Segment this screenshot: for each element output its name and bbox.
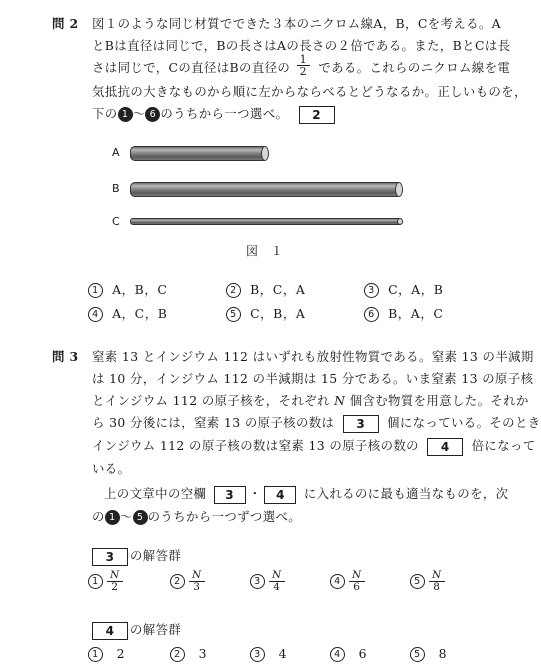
q2-option-5-text: C，B，A [250,306,306,321]
q3-group4-option-1-text: 2 [116,646,126,661]
q3-text-line-4 [92,413,541,433]
q3-answer-box-3[interactable]: 3 [343,415,379,433]
q3-group3-option-5-frac [429,570,445,593]
q2-text-line-5 [92,104,335,124]
q3-instruction-dot: ・ [248,486,262,501]
q3-group4-option-5-text: 8 [438,646,448,661]
q3-group3-heading [92,546,181,566]
q3-group4-option-2-text: 3 [198,646,208,661]
q3-text-line-3b: 個含む物質を用意した。それか [349,393,529,408]
q2-text-line-3b: である。これらのニクロム線を電 [318,60,511,75]
q3-group3-option-4-denom: 6 [353,581,361,593]
q3-group4-option-3-text: 4 [278,646,288,661]
q3-group3-option-2-numer: N [189,570,205,582]
q3-range-tilde: 〜 [119,509,133,524]
q3-range-start-marker: 1 [105,510,120,525]
q2-option-6-text: B，A，C [388,306,444,321]
q2-option-1-text: A，B，C [112,282,168,297]
q3-text-line-5a: インジウム 112 の原子核の数は窒素 13 の原子核の数の [92,438,419,453]
q2-option-2-marker: 2 [226,283,241,298]
q3-group3-option-1-numer: N [107,570,123,582]
q3-group3-option-3[interactable] [250,570,289,593]
q2-option-5-marker: 5 [226,307,241,322]
q3-group3-option-5-numer: N [429,570,445,582]
q2-option-6[interactable] [364,304,443,322]
q3-group4-heading [92,620,181,640]
q2-fraction-numerator: 1 [297,54,310,66]
q3-group3-option-4-frac [349,570,365,593]
q3-group3-option-4[interactable] [330,570,369,593]
q3-text-line-3a: とインジウム 112 の原子核を，それぞれ [92,393,330,408]
q2-fraction [297,54,310,77]
q2-label: 問 2 [52,16,79,31]
wire-b-end [395,182,403,197]
q3-answer-box-4[interactable]: 4 [427,438,463,456]
q3-text-line-5b: 倍になって [471,438,536,453]
q3-group3-title: の解答群 [130,548,182,563]
q2-text-line-1: 図１のような同じ材質でできた３本のニクロム線A，B，Cを考える。A [92,16,502,31]
q2-range-end-marker: 6 [145,107,160,122]
q3-instruction-2a: の [92,509,105,524]
q3-group3-option-3-marker: 3 [250,574,265,589]
q2-option-3-text: C，A，B [388,282,444,297]
q2-option-1-marker: 1 [88,283,103,298]
q3-group4-option-2-marker: 2 [170,647,185,662]
q2-answer-box[interactable]: 2 [299,106,335,124]
wire-b [130,182,402,197]
q2-option-6-marker: 6 [364,307,379,322]
q2-text-line-5b: のうちから一つ選べ。 [160,106,289,121]
q3-label: 問 3 [52,349,79,364]
q2-option-1[interactable] [88,280,167,298]
q2-option-5[interactable] [226,304,305,322]
q2-text-line-3 [92,53,511,78]
wire-a [130,146,268,161]
q3-text-line-6: いる。 [92,461,131,476]
wire-a-end [261,146,269,161]
q3-group3-option-3-denom: 4 [273,581,281,593]
q2-range-start-marker: 1 [118,107,133,122]
q2-text-line-2: とBは直径は同じで，Bの長さはAの長さの２倍である。また，BとCは長 [92,38,511,53]
q2-text-line-4: 気抵抗の大きなものから順に左からならべるとどうなるか。正しいものを， [92,84,527,99]
q3-group3-option-2-marker: 2 [170,574,185,589]
q3-group3-option-3-numer: N [269,570,285,582]
q3-text-line-3 [92,391,529,409]
q3-range-end-marker: 5 [133,510,148,525]
q3-text-line-5 [92,436,536,456]
figure-caption: 図 １ [246,244,284,258]
q3-instruction-line-2 [92,507,301,525]
q3-group3-option-5-marker: 5 [410,574,425,589]
q2-option-4-marker: 4 [88,307,103,322]
q3-group4-option-5-marker: 5 [410,647,425,662]
q3-group3-option-1-marker: 1 [88,574,103,589]
q3-n-symbol: N [334,393,346,408]
q3-group4-option-3[interactable] [250,646,287,662]
q3-group4-box: 4 [92,622,128,640]
q3-group4-title: の解答群 [130,622,182,637]
q2-text-line-5a: 下の [92,106,118,121]
q3-text-line-1: 窒素 13 とインジウム 112 はいずれも放射性物質である。窒素 13 の半減期 [92,349,534,364]
q2-range-tilde: 〜 [132,106,146,121]
q2-option-2-text: B，C，A [250,282,306,297]
q2-fraction-denominator: 2 [299,65,307,78]
q3-group4-option-1[interactable] [88,646,125,662]
q2-text-line-3a: さは同じで，Cの直径はBの直径の [92,60,291,75]
q3-instruction-1b: に入れるのに最も適当なものを，次 [303,486,509,501]
wire-label-c: C [112,215,120,228]
q3-group3-option-2-denom: 3 [193,581,201,593]
wire-c [130,218,402,225]
q3-instruction-1a: 上の文章中の空欄 [104,486,207,501]
q3-group3-option-1-frac [107,570,123,593]
q3-group3-option-1-denom: 2 [111,581,119,593]
q3-group4-option-5[interactable] [410,646,447,662]
q2-option-3-marker: 3 [364,283,379,298]
q2-option-2[interactable] [226,280,305,298]
wire-label-b: B [112,182,120,195]
q3-instruction-2b: のうちから一つずつ選べ。 [147,509,302,524]
q3-group3-option-5[interactable] [410,570,449,593]
q3-text-line-4a: ら 30 分後には，窒素 13 の原子核の数は [92,415,335,430]
q3-group4-option-2[interactable] [170,646,207,662]
q3-group4-option-1-marker: 1 [88,647,103,662]
q3-group3-option-2[interactable] [170,570,209,593]
q3-group3-box: 3 [92,548,128,566]
q3-group4-option-4[interactable] [330,646,367,662]
q3-instruction-line-1 [104,484,508,504]
q3-group3-option-3-frac [269,570,285,593]
wire-label-a: A [112,146,120,159]
q3-group4-option-4-marker: 4 [330,647,345,662]
q3-group4-option-3-marker: 3 [250,647,265,662]
q2-option-4[interactable] [88,304,167,322]
q3-instruction-box-4: 4 [264,486,296,504]
q3-group3-option-4-numer: N [349,570,365,582]
q2-option-4-text: A，C，B [112,306,168,321]
q3-group3-option-1[interactable] [88,570,127,593]
wire-c-end [397,218,403,225]
q3-group3-option-4-marker: 4 [330,574,345,589]
q3-text-line-4b: 個になっている。そのとき [387,415,541,430]
q3-group4-option-4-text: 6 [358,646,368,661]
q3-group3-option-2-frac [189,570,205,593]
q2-option-3[interactable] [364,280,443,298]
q3-text-line-2: は 10 分，インジウム 112 の半減期は 15 分である。いま窒素 13 の原子核 [92,371,534,386]
q3-instruction-box-3: 3 [214,486,246,504]
q3-group3-option-5-denom: 8 [433,581,441,593]
